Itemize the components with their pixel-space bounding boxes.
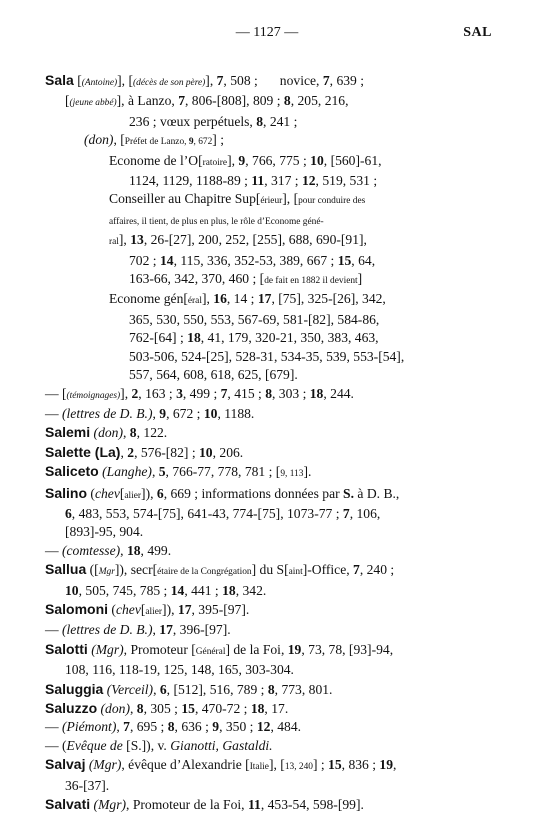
entry-text: [ xyxy=(65,93,70,109)
entry-text: 36-[37]. xyxy=(65,777,110,793)
entry-line xyxy=(45,755,491,776)
entry-text: Econome de l’O[ xyxy=(109,152,203,168)
entry-text: ] de la Foi, xyxy=(225,641,288,657)
volume-number: 14 xyxy=(159,252,174,268)
entry-text: , 695 ; xyxy=(129,719,168,735)
entry-headword: Salette (La) xyxy=(45,443,121,460)
entry-text: , 163 ; xyxy=(138,385,177,401)
entry-text: ], à Lanzo, xyxy=(116,93,179,109)
small-text: , 672 xyxy=(193,137,213,148)
index-entry-salomoni xyxy=(45,600,491,621)
entry-text: , 205, 216, xyxy=(290,93,349,109)
volume-number: 10 xyxy=(65,582,79,598)
small-text: ratoire xyxy=(202,157,228,168)
entry-text: , 317 ; xyxy=(264,173,302,189)
entry-text: [ xyxy=(73,73,82,88)
entry-text: , 73, 78, [93]-94, xyxy=(301,641,394,657)
entry-line xyxy=(45,640,491,661)
entry-text: , 396-[97]. xyxy=(172,622,231,638)
entry-text: , évêque d’Alexandrie [ xyxy=(121,757,250,773)
entry-line xyxy=(45,795,491,814)
entry-text: ], xyxy=(227,152,239,168)
entry-text: 762-[64] ; xyxy=(129,330,188,346)
entry-text: , 519, 531 ; xyxy=(315,173,378,189)
entry-text: — ( xyxy=(45,737,67,753)
entry-text: , xyxy=(123,425,130,441)
index-entry-salino xyxy=(45,484,491,542)
qualifier-text: chev xyxy=(115,601,141,617)
entry-text: , 499. xyxy=(140,542,172,558)
entry-headword: Salotti xyxy=(45,640,88,657)
qualifier-text: (Verceil) xyxy=(106,681,154,697)
entry-line xyxy=(45,270,491,290)
entry-text: , xyxy=(129,701,137,716)
qualifier-text: (lettres de D. B.) xyxy=(62,405,153,421)
entry-line xyxy=(45,329,491,347)
entry-text: , 350 ; xyxy=(219,719,257,735)
volume-number: 12 xyxy=(256,719,271,735)
entry-text: , xyxy=(393,757,397,773)
qualifier-text: chev xyxy=(94,485,120,501)
entry-text: ], [ xyxy=(282,191,299,207)
entry-text: ( xyxy=(87,485,95,501)
entry-text: , 669 ; informations données par xyxy=(163,485,344,501)
qualifier-text: (Mgr) xyxy=(93,797,127,813)
volume-number: 7 xyxy=(216,73,224,88)
qualifier-text: (lettres de D. B.) xyxy=(62,622,153,638)
small-text: affaires, il tient, de plus en plus, le rôle d’Econome géné- xyxy=(109,216,324,227)
entry-text: 1124, 1129, 1188-89 ; xyxy=(129,173,252,189)
volume-number: 15 xyxy=(181,701,195,716)
entry-text: [S.]), v. xyxy=(122,737,171,753)
qualifier-text: Gianotti, Gastaldi. xyxy=(170,737,273,753)
index-entry-saliceto xyxy=(45,462,491,483)
entry-text: , 806-[808], 809 ; xyxy=(184,93,284,109)
volume-number: 19 xyxy=(287,641,302,657)
page-header xyxy=(0,24,534,44)
small-text: Général xyxy=(195,646,226,657)
entry-text: ]), xyxy=(141,485,157,501)
entry-headword: Salomoni xyxy=(45,600,109,617)
entry-text: , 64, xyxy=(351,252,376,268)
entry-text: ([ xyxy=(86,562,99,578)
qualifier-text: (Antoine) xyxy=(81,78,118,88)
entry-line xyxy=(45,718,491,736)
entry-text: , [ xyxy=(113,132,125,148)
entry-text: , 415 ; xyxy=(227,385,266,401)
qualifier-text: (décès de son père) xyxy=(133,78,206,88)
entry-text: , 672 ; xyxy=(166,405,204,421)
volume-number: 13 xyxy=(130,232,144,248)
volume-number: 16 xyxy=(213,291,227,307)
entry-line xyxy=(45,443,491,462)
index-entry-sala-lettres xyxy=(45,405,491,423)
entry-text: ( xyxy=(108,601,116,617)
volume-number: 12 xyxy=(301,173,316,189)
entry-line xyxy=(45,621,491,639)
small-text: aint xyxy=(288,567,303,578)
entry-text: , 576-[82] ; xyxy=(134,444,199,460)
entry-text: , 241 ; xyxy=(263,113,298,129)
small-text: de fait en 1882 il devient xyxy=(264,276,358,287)
qualifier-text: (don) xyxy=(84,132,114,148)
entry-text: Conseiller au Chapitre Sup[ xyxy=(109,191,261,207)
small-text: 9, 113 xyxy=(280,469,304,480)
entry-text: , [75], 325-[26], 342, xyxy=(271,291,386,307)
entry-text: ] du S[ xyxy=(251,562,289,578)
volume-number: 9 xyxy=(188,137,194,148)
entry-text: , 636 ; xyxy=(174,719,213,735)
entry-text: , xyxy=(120,542,127,558)
qualifier-text: (don) xyxy=(100,701,130,716)
entry-line xyxy=(45,190,491,210)
small-text: pour conduire des xyxy=(298,196,366,207)
volume-number: 10 xyxy=(199,444,213,460)
index-entry-salomoni-lettres xyxy=(45,621,491,639)
entry-text: [ xyxy=(119,485,125,501)
volume-number: 7 xyxy=(220,385,228,401)
entry-line xyxy=(45,737,491,755)
entry-line xyxy=(45,680,491,699)
entry-line xyxy=(45,600,491,621)
volume-number: 17 xyxy=(257,291,272,307)
entry-headword: Salvaj xyxy=(45,756,86,773)
entry-text: ]), xyxy=(162,601,178,617)
volume-number: 2 xyxy=(131,385,139,401)
entry-text: , xyxy=(152,405,160,421)
qualifier-text: Mgr xyxy=(98,567,115,578)
entry-text: ] ; xyxy=(212,132,224,148)
volume-number: 8 xyxy=(129,425,137,441)
entry-text: 557, 564, 608, 618, 625, [679]. xyxy=(129,367,298,383)
entry-text: ], [ xyxy=(117,73,134,88)
qualifier-text: (Piémont) xyxy=(62,719,117,735)
volume-number: 17 xyxy=(159,622,173,638)
entry-line xyxy=(45,71,491,92)
volume-number: 19 xyxy=(379,757,393,773)
entry-line xyxy=(45,582,491,600)
entry-text: , 441 ; xyxy=(184,582,223,598)
index-entry-salette xyxy=(45,443,491,462)
entry-text: — xyxy=(45,405,62,421)
small-text: ral xyxy=(109,237,119,248)
entry-line xyxy=(45,231,491,251)
qualifier-text: (comtesse) xyxy=(62,542,121,558)
entry-text: , 206. xyxy=(212,444,244,460)
volume-number: 7 xyxy=(123,719,130,735)
entry-text: , xyxy=(151,464,159,480)
entry-line xyxy=(45,92,491,112)
entry-line xyxy=(45,252,491,270)
entry-text: [ xyxy=(140,601,146,617)
entry-headword: Salemi xyxy=(45,424,91,441)
volume-number: 11 xyxy=(247,797,261,813)
entry-text: , xyxy=(153,681,160,697)
volume-number: 15 xyxy=(328,757,342,773)
small-text: 13, 240 xyxy=(284,762,313,773)
entry-text: , [560]-61, xyxy=(323,152,382,168)
entry-text: , xyxy=(120,444,128,460)
volume-number: 3 xyxy=(176,385,183,401)
volume-number: 2 xyxy=(127,444,135,460)
entry-text: , 17. xyxy=(264,701,289,716)
index-entry-salotti xyxy=(45,640,491,680)
entry-headword: Saluzzo xyxy=(45,700,98,716)
entry-text: , 26-[27], 200, 252, [255], 688, 690-[91], xyxy=(143,232,367,248)
index-entry-salvati xyxy=(45,795,491,814)
entry-text: , 505, 745, 785 ; xyxy=(78,582,171,598)
entry-text: ]. xyxy=(303,464,312,480)
entry-text: — xyxy=(45,622,62,638)
volume-number: 7 xyxy=(342,505,350,521)
entry-line xyxy=(45,484,491,505)
entry-text: 365, 530, 550, 553, 567-69, 581-[82], 584-86, xyxy=(129,311,380,327)
entry-text: ], xyxy=(201,291,214,307)
entry-text: , Promoteur [ xyxy=(123,641,196,657)
entry-text: ] ; xyxy=(312,757,329,773)
entry-headword: Sallua xyxy=(45,561,87,578)
volume-number: 10 xyxy=(203,405,218,421)
volume-number: 18 xyxy=(309,385,324,401)
volume-number: 6 xyxy=(65,505,72,521)
entry-line xyxy=(45,523,491,541)
index-entry-saluzzo xyxy=(45,699,491,718)
volume-number: 8 xyxy=(267,681,275,697)
entry-line xyxy=(45,777,491,795)
entry-headword: Saluggia xyxy=(45,680,104,697)
entry-text: , 508 ; xyxy=(223,73,258,88)
entry-text: , 766-77, 778, 781 ; [ xyxy=(165,464,281,480)
entry-line xyxy=(45,542,491,560)
entry-line xyxy=(45,505,491,523)
entry-line xyxy=(45,152,491,172)
small-text: Italie xyxy=(249,762,269,773)
entry-text: , 499 ; xyxy=(182,385,221,401)
entry-text: , 106, xyxy=(349,505,381,521)
entry-text: , 483, 553, 574-[75], 641-43, 774-[75], 1073-77 ; xyxy=(71,505,343,521)
entry-text: , 1188. xyxy=(217,405,255,421)
volume-number: 18 xyxy=(126,542,141,558)
entry-headword: Salino xyxy=(45,484,88,501)
volume-number: 8 xyxy=(256,113,264,129)
entry-line xyxy=(45,311,491,329)
entry-text: Econome gén[ xyxy=(109,291,188,307)
volume-number: 11 xyxy=(251,173,265,189)
entry-text: 163-66, 342, 370, 460 ; [ xyxy=(129,271,265,287)
entry-text: , 303 ; xyxy=(271,385,310,401)
entry-line xyxy=(45,661,491,679)
qualifier-text: (don) xyxy=(93,425,123,441)
entry-text: novice, xyxy=(279,73,323,88)
volume-number: 8 xyxy=(136,701,144,716)
volume-number: 9 xyxy=(212,719,220,735)
small-text: alier xyxy=(124,490,142,501)
entry-text: ]-Office, xyxy=(302,562,354,578)
entry-text: 702 ; xyxy=(129,252,160,268)
entry-text: , 240 ; xyxy=(359,562,395,578)
qualifier-text: Evêque de xyxy=(66,737,123,753)
entry-text: , xyxy=(116,719,124,735)
volume-number: 18 xyxy=(222,582,236,598)
volume-number: 18 xyxy=(250,701,265,716)
entry-text: , 836 ; xyxy=(341,757,380,773)
entry-line xyxy=(45,290,491,310)
volume-number: 18 xyxy=(187,330,201,346)
entry-text: , 305 ; xyxy=(143,701,182,716)
entry-text: , 122. xyxy=(136,425,168,441)
index-entry-salvaj xyxy=(45,755,491,795)
entry-text: , 453-54, 598-[99]. xyxy=(260,797,364,813)
entry-text: , 41, 179, 320-21, 350, 383, 463, xyxy=(200,330,379,346)
entry-line xyxy=(45,405,491,423)
entry-line xyxy=(45,560,491,581)
entry-text: , 773, 801. xyxy=(274,681,333,697)
entry-line xyxy=(45,423,491,442)
entry-text: , 244. xyxy=(323,385,354,401)
index-body xyxy=(45,71,491,814)
entry-text: 108, 116, 118-19, 125, 148, 165, 303-304. xyxy=(65,662,294,678)
index-entry-saluggia xyxy=(45,680,491,699)
volume-number: 5 xyxy=(158,464,166,480)
volume-number: 8 xyxy=(167,719,175,735)
volume-number: 9 xyxy=(238,152,246,168)
entry-text: , 115, 336, 352-53, 389, 667 ; xyxy=(173,252,338,268)
entry-text: [893]-95, 904. xyxy=(65,524,144,540)
running-head: SAL xyxy=(463,25,492,40)
entry-text: ], [ xyxy=(268,757,285,773)
entry-headword: Sala xyxy=(45,72,74,88)
entry-text: — xyxy=(45,719,62,735)
entry-text: ], xyxy=(120,385,132,401)
entry-text: ] xyxy=(357,271,363,287)
volume-number: 6 xyxy=(159,681,167,697)
entry-text: , 395-[97]. xyxy=(191,601,250,617)
volume-number: 14 xyxy=(170,582,185,598)
qualifier-text: (témoignages) xyxy=(66,390,121,401)
index-entry-saluzzo-eveque xyxy=(45,737,491,755)
volume-number: S. xyxy=(343,485,354,501)
page-number: — 1127 — xyxy=(235,25,299,40)
small-text: alier xyxy=(145,606,163,617)
entry-text: , 14 ; xyxy=(226,291,258,307)
index-entry-salemi xyxy=(45,423,491,442)
index-entry-sala xyxy=(45,71,491,385)
entry-line xyxy=(45,366,491,384)
entry-line xyxy=(45,172,491,190)
volume-number: 7 xyxy=(322,73,330,88)
entry-text: — xyxy=(45,542,62,558)
entry-line xyxy=(45,462,491,483)
volume-number: 7 xyxy=(353,562,360,578)
volume-number: 17 xyxy=(177,601,192,617)
entry-text: , 484. xyxy=(270,719,302,735)
entry-line xyxy=(45,699,491,718)
volume-number: 8 xyxy=(265,385,272,401)
volume-number: 15 xyxy=(337,252,352,268)
entry-text: , Promoteur de la Foi, xyxy=(126,797,248,813)
qualifier-text: (jeune abbé) xyxy=(69,98,117,109)
small-text: érieur xyxy=(260,196,283,207)
entry-text: , 342. xyxy=(235,582,267,598)
entry-line xyxy=(45,113,491,131)
entry-text: à D. B., xyxy=(354,485,400,501)
entry-text: ], xyxy=(118,232,131,248)
entry-line xyxy=(45,211,491,231)
entry-text: ], xyxy=(205,73,217,88)
entry-line xyxy=(45,131,491,151)
small-text: éral xyxy=(187,296,202,307)
index-entry-sala-temoignages xyxy=(45,385,491,405)
entry-line xyxy=(45,348,491,366)
index-entry-salino-comtesse xyxy=(45,542,491,560)
small-text: étaire de la Congrégation xyxy=(157,567,252,578)
volume-number: 9 xyxy=(159,405,167,421)
entry-line xyxy=(45,385,491,405)
qualifier-text: (Mgr) xyxy=(91,641,124,657)
qualifier-text: (Mgr) xyxy=(88,757,122,773)
entry-text: — [ xyxy=(45,385,67,401)
entry-text: , [512], 516, 789 ; xyxy=(166,681,268,697)
entry-headword: Salvati xyxy=(45,796,91,813)
small-text: Préfet de Lanzo, xyxy=(124,137,189,148)
volume-number: 6 xyxy=(156,485,164,501)
volume-number: 7 xyxy=(178,93,185,109)
entry-text: , 766, 775 ; xyxy=(245,152,311,168)
entry-text: , 639 ; xyxy=(329,73,365,88)
entry-text: 236 ; vœux perpétuels, xyxy=(129,113,257,129)
entry-text: , xyxy=(152,622,160,638)
entry-text: ]), secr[ xyxy=(114,562,158,578)
index-entry-sallua xyxy=(45,560,491,600)
volume-number: 10 xyxy=(310,152,324,168)
entry-text: , 470-72 ; xyxy=(194,701,251,716)
entry-headword: Saliceto xyxy=(45,463,99,480)
index-entry-saluzzo-piemont xyxy=(45,718,491,736)
qualifier-text: (Langhe) xyxy=(102,464,152,480)
entry-text: 503-506, 524-[25], 528-31, 534-35, 539, 553-[54], xyxy=(129,348,405,364)
volume-number: 8 xyxy=(283,93,291,109)
